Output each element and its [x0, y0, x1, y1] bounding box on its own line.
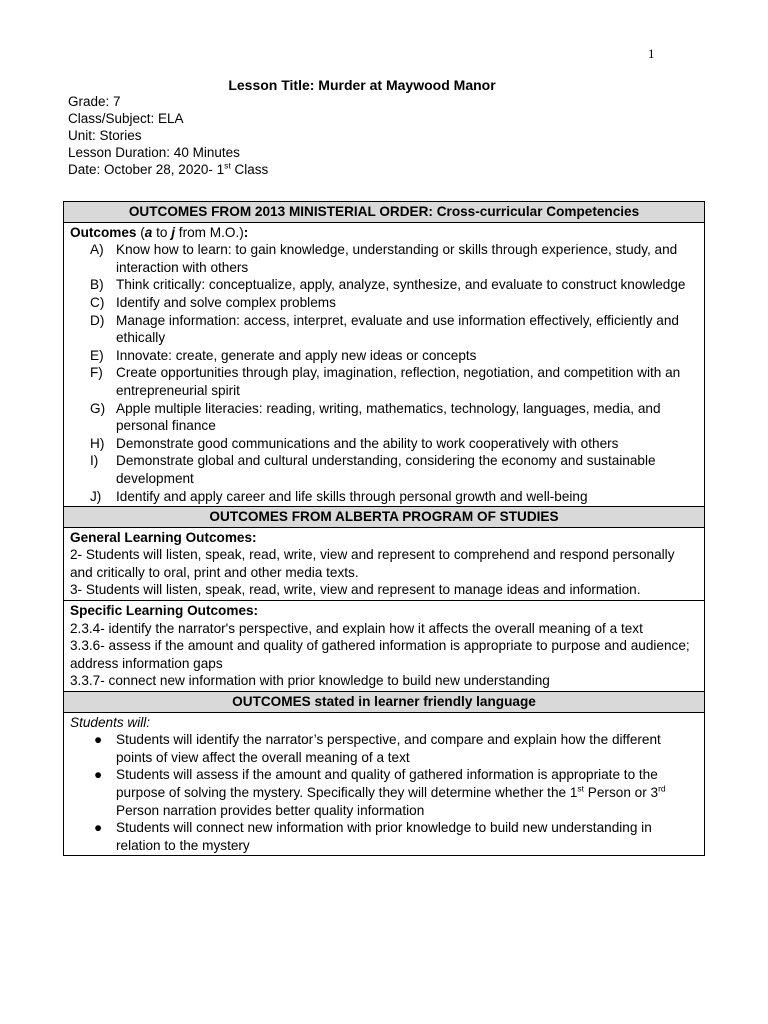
date-line — [68, 161, 268, 178]
learner-friendly-header: OUTCOMES stated in learner friendly language — [64, 692, 705, 713]
list-item: E) Innovate: create, generate and apply new ideas or concepts — [90, 347, 477, 363]
specific-outcomes-cell — [64, 601, 705, 692]
outcomes-label: Outcomes (a to j from M.O.): — [70, 224, 249, 240]
general-outcome-item: 3- Students will listen, speak, read, write, view and represent to manage ideas and information. — [70, 582, 641, 598]
list-item: F) Create opportunities through play, imagination, reflection, negotiation, and competition with an entrepreneurial spirit — [90, 365, 681, 398]
cross-curricular-outcomes-cell — [64, 222, 705, 507]
list-item: ● Students will assess if the amount and quality of gathered information is appropriate to the purpose of solving the mystery. Specifically they will determine whether the 1st Person or 3rd Person narration provides better quality information — [94, 767, 666, 818]
list-item: I) Demonstrate global and cultural understanding, considering the economy and sustainable development — [90, 453, 656, 486]
specific-outcome-item: 3.3.7- connect new information with prior knowledge to build new understanding — [70, 673, 550, 689]
bullet-icon: ● — [94, 820, 103, 836]
date-ordinal: st — [224, 160, 231, 171]
bullet-icon: ● — [94, 767, 103, 783]
page-number: 1 — [648, 46, 655, 61]
specific-outcome-item: 3.3.6- assess if the amount and quality of gathered information is appropriate to purpose and audience; address information gaps — [70, 638, 690, 671]
unit-line: Unit: Stories — [68, 128, 142, 143]
list-item: B) Think critically: conceptualize, apply, analyze, synthesize, and evaluate to construct knowledge — [90, 277, 686, 293]
list-item: H) Demonstrate good communications and the ability to work cooperatively with others — [90, 435, 619, 451]
duration-line: Lesson Duration: 40 Minutes — [68, 145, 240, 160]
specific-outcomes-label: Specific Learning Outcomes: — [70, 603, 259, 619]
list-item: D) Manage information: access, interpret, evaluate and use information effectively, efficiently and ethically — [90, 312, 679, 346]
grade-line: Grade: 7 — [68, 94, 121, 109]
students-will-intro: Students will: — [70, 714, 151, 730]
learner-outcome-list — [70, 731, 698, 854]
ministerial-order-header: OUTCOMES FROM 2013 MINISTERIAL ORDER: Cross-curricular Competencies — [64, 202, 705, 223]
date-text: Date: October 28, 2020- 1 — [68, 162, 225, 177]
list-item: ● Students will identify the narrator’s perspective, and compare and explain how the different points of view affect the overall meaning of a text — [94, 732, 661, 765]
subject-line: Class/Subject: ELA — [68, 111, 184, 126]
lesson-meta — [68, 93, 268, 178]
list-item: A) Know how to learn: to gain knowledge, understanding or skills through experience, study, and interaction with others — [90, 242, 678, 275]
list-item: G) Apple multiple literacies: reading, writing, mathematics, technology, languages, media, and personal finance — [90, 400, 661, 434]
alberta-program-header: OUTCOMES FROM ALBERTA PROGRAM OF STUDIES — [64, 507, 705, 528]
general-outcome-item: 2- Students will listen, speak, read, write, view and represent to comprehend and respond personally and critically to oral, print and other media texts. — [70, 547, 675, 580]
lesson-title: Lesson Title: Murder at Maywood Manor — [228, 77, 496, 93]
list-item: C) Identify and solve complex problems — [90, 294, 336, 310]
specific-outcome-item: 2.3.4- identify the narrator's perspective, and explain how it affects the overall meaning of a text — [70, 620, 643, 636]
general-outcomes-label: General Learning Outcomes: — [70, 529, 257, 545]
date-class: Class — [230, 162, 269, 177]
outcomes-table — [63, 201, 705, 856]
competency-list — [70, 241, 698, 505]
bullet-icon: ● — [94, 732, 103, 748]
list-item: ● Students will connect new information with prior knowledge to build new understanding in relation to the mystery — [94, 820, 652, 853]
general-outcomes-cell — [64, 527, 705, 600]
learner-friendly-cell — [64, 712, 705, 856]
list-item: J) Identify and apply career and life skills through personal growth and well-being — [90, 488, 588, 504]
